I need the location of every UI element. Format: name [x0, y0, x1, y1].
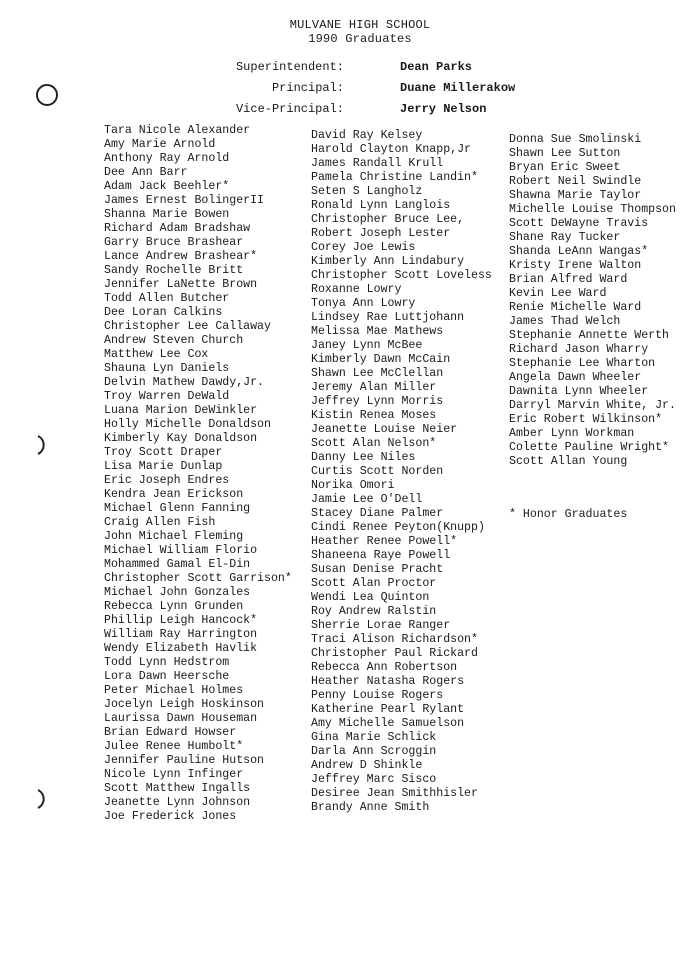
graduate-name: Angela Dawn Wheeler — [509, 371, 642, 384]
graduate-name: Garry Bruce Brashear — [104, 236, 244, 249]
graduate-name: Scott Alan Nelson* — [311, 437, 437, 450]
graduate-name: Donna Sue Smolinski — [509, 133, 642, 146]
graduates-column-1 — [104, 124, 292, 824]
graduate-name: Mohammed Gamal El-Din — [104, 558, 251, 571]
graduate-name: Adam Jack Beehler* — [104, 180, 230, 193]
graduate-name: Stephanie Lee Wharton — [509, 357, 656, 370]
graduate-name: Scott DeWayne Travis — [509, 217, 649, 230]
graduate-name: Kevin Lee Ward — [509, 287, 607, 300]
graduate-name: Phillip Leigh Hancock* — [104, 614, 258, 627]
graduate-name: Traci Alison Richardson* — [311, 633, 478, 646]
graduate-name: Desiree Jean Smithhisler — [311, 787, 478, 800]
graduate-name: James Thad Welch — [509, 315, 621, 328]
graduate-name: Pamela Christine Landin* — [311, 171, 478, 184]
graduate-name: Robert Neil Swindle — [509, 175, 642, 188]
admin-label: Vice-Principal: — [235, 102, 344, 116]
graduate-name: Troy Warren DeWald — [104, 390, 230, 403]
graduate-name: Jeanette Lynn Johnson — [104, 796, 251, 809]
graduate-name: Darryl Marvin White, Jr. — [509, 399, 676, 412]
graduate-name: Rebecca Lynn Grunden — [104, 600, 244, 613]
graduate-name: Christopher Lee Callaway — [104, 320, 271, 333]
graduate-name: Heather Natasha Rogers — [311, 675, 465, 688]
graduate-name: Roy Andrew Ralstin — [311, 605, 437, 618]
graduate-name: William Ray Harrington — [104, 628, 258, 641]
graduate-name: Penny Louise Rogers — [311, 689, 444, 702]
graduate-name: Matthew Lee Cox — [104, 348, 209, 361]
graduate-name: Scott Matthew Ingalls — [104, 782, 251, 795]
admin-row-principal — [0, 81, 700, 95]
graduate-name: Holly Michelle Donaldson — [104, 418, 271, 431]
graduate-name: Kimberly Kay Donaldson — [104, 432, 258, 445]
graduate-name: Delvin Mathew Dawdy,Jr. — [104, 376, 265, 389]
graduate-name: Anthony Ray Arnold — [104, 152, 230, 165]
graduate-name: Richard Jason Wharry — [509, 343, 649, 356]
graduate-name: Michael William Florio — [104, 544, 258, 557]
graduate-name: Shauna Lyn Daniels — [104, 362, 230, 375]
administration-block — [0, 60, 700, 120]
graduate-name: Susan Denise Pracht — [311, 563, 444, 576]
punch-hole-middle — [30, 432, 52, 458]
honor-graduates-note: * Honor Graduates — [509, 508, 628, 521]
graduate-name: John Michael Fleming — [104, 530, 244, 543]
graduate-name: Kristy Irene Walton — [509, 259, 642, 272]
graduate-name: Scott Alan Proctor — [311, 577, 437, 590]
graduate-name: Michael Glenn Fanning — [104, 502, 251, 515]
graduate-name: Cindi Renee Peyton(Knupp) — [311, 521, 485, 534]
graduate-name: Julee Renee Humbolt* — [104, 740, 244, 753]
graduate-name: Stacey Diane Palmer — [311, 507, 444, 520]
graduate-name: Sandy Rochelle Britt — [104, 264, 244, 277]
graduate-name: Brian Alfred Ward — [509, 273, 628, 286]
graduate-name: Lance Andrew Brashear* — [104, 250, 258, 263]
graduate-name: Christopher Scott Loveless — [311, 269, 492, 282]
graduate-name: Brandy Anne Smith — [311, 801, 430, 814]
graduate-name: Renie Michelle Ward — [509, 301, 642, 314]
graduate-name: Brian Edward Howser — [104, 726, 237, 739]
graduate-name: James Ernest BolingerII — [104, 194, 265, 207]
admin-name: Duane Millerakow — [400, 81, 516, 95]
graduate-name: Seten S Langholz — [311, 185, 423, 198]
graduate-name: Christopher Scott Garrison* — [104, 572, 292, 585]
graduate-name: Katherine Pearl Rylant — [311, 703, 465, 716]
graduate-name: Luana Marion DeWinkler — [104, 404, 258, 417]
graduate-name: Troy Scott Draper — [104, 446, 223, 459]
admin-name: Dean Parks — [400, 60, 473, 74]
graduate-name: Amy Marie Arnold — [104, 138, 216, 151]
graduate-name: Jamie Lee O'Dell — [311, 493, 423, 506]
graduate-name: Colette Pauline Wright* — [509, 441, 670, 454]
graduate-name: Heather Renee Powell* — [311, 535, 458, 548]
graduates-column-3 — [509, 133, 676, 469]
graduate-name: Tonya Ann Lowry — [311, 297, 416, 310]
punch-hole-bottom — [30, 786, 52, 812]
graduate-name: Eric Robert Wilkinson* — [509, 413, 663, 426]
graduate-name: Todd Allen Butcher — [104, 292, 230, 305]
graduate-name: Kimberly Dawn McCain — [311, 353, 451, 366]
graduate-name: James Randall Krull — [311, 157, 444, 170]
graduate-name: Richard Adam Bradshaw — [104, 222, 251, 235]
graduate-name: Melissa Mae Mathews — [311, 325, 444, 338]
graduate-name: Lisa Marie Dunlap — [104, 460, 223, 473]
graduate-name: Shawn Lee Sutton — [509, 147, 621, 160]
graduate-name: Todd Lynn Hedstrom — [104, 656, 230, 669]
graduate-name: Scott Allan Young — [509, 455, 628, 468]
graduate-name: Dee Loran Calkins — [104, 306, 223, 319]
graduate-name: Kendra Jean Erickson — [104, 488, 244, 501]
graduate-name: Ronald Lynn Langlois — [311, 199, 451, 212]
graduate-name: Andrew Steven Church — [104, 334, 244, 347]
graduate-name: Jennifer LaNette Brown — [104, 278, 258, 291]
graduate-name: Shanna Marie Bowen — [104, 208, 230, 221]
graduate-name: Curtis Scott Norden — [311, 465, 444, 478]
admin-row-superintendent — [0, 60, 700, 74]
graduate-name: Roxanne Lowry — [311, 283, 402, 296]
graduate-name: Laurissa Dawn Houseman — [104, 712, 258, 725]
graduate-name: Christopher Bruce Lee, — [311, 213, 465, 226]
graduate-name: Andrew D Shinkle — [311, 759, 423, 772]
graduate-name: Amber Lynn Workman — [509, 427, 635, 440]
graduate-name: Corey Joe Lewis — [311, 241, 416, 254]
class-year-title: 1990 Graduates — [308, 32, 412, 46]
graduate-name: Michelle Louise Thompson — [509, 203, 676, 216]
graduate-name: Norika Omori — [311, 479, 395, 492]
graduate-name: Gina Marie Schlick — [311, 731, 437, 744]
graduate-name: Jocelyn Leigh Hoskinson — [104, 698, 265, 711]
graduate-name: Nicole Lynn Infinger — [104, 768, 244, 781]
graduate-name: Stephanie Annette Werth — [509, 329, 670, 342]
graduate-name: Jeffrey Marc Sisco — [311, 773, 437, 786]
graduate-name: Dawnita Lynn Wheeler — [509, 385, 649, 398]
graduate-name: Darla Ann Scroggin — [311, 745, 437, 758]
graduate-name: Christopher Paul Rickard — [311, 647, 478, 660]
school-name: MULVANE HIGH SCHOOL — [289, 18, 431, 32]
graduate-name: Kimberly Ann Lindabury — [311, 255, 465, 268]
graduate-name: Bryan Eric Sweet — [509, 161, 621, 174]
admin-label: Superintendent: — [235, 60, 344, 74]
graduate-name: Wendi Lea Quinton — [311, 591, 430, 604]
graduate-name: Janey Lynn McBee — [311, 339, 423, 352]
graduate-name: Tara Nicole Alexander — [104, 124, 251, 137]
graduate-name: Shawn Lee McClellan — [311, 367, 444, 380]
graduate-name: Kistin Renea Moses — [311, 409, 437, 422]
admin-name: Jerry Nelson — [400, 102, 487, 116]
graduate-name: Shaneena Raye Powell — [311, 549, 451, 562]
graduate-name: Lora Dawn Heersche — [104, 670, 230, 683]
graduate-name: Harold Clayton Knapp,Jr — [311, 143, 472, 156]
graduate-name: Lindsey Rae Luttjohann — [311, 311, 465, 324]
graduate-name: Robert Joseph Lester — [311, 227, 451, 240]
graduate-name: Wendy Elizabeth Havlik — [104, 642, 258, 655]
graduate-name: Danny Lee Niles — [311, 451, 416, 464]
graduate-name: Joe Frederick Jones — [104, 810, 237, 823]
graduate-name: Peter Michael Holmes — [104, 684, 244, 697]
graduate-name: Shane Ray Tucker — [509, 231, 621, 244]
graduate-name: David Ray Kelsey — [311, 129, 423, 142]
graduate-name: Jeremy Alan Miller — [311, 381, 437, 394]
graduate-name: Eric Joseph Endres — [104, 474, 230, 487]
graduate-name: Rebecca Ann Robertson — [311, 661, 458, 674]
admin-label: Principal: — [271, 81, 344, 95]
graduate-name: Sherrie Lorae Ranger — [311, 619, 451, 632]
graduate-name: Dee Ann Barr — [104, 166, 188, 179]
admin-row-vice-principal — [0, 102, 700, 116]
graduates-column-2 — [311, 129, 492, 815]
graduate-name: Shawna Marie Taylor — [509, 189, 642, 202]
graduate-name: Jeffrey Lynn Morris — [311, 395, 444, 408]
graduate-name: Jeanette Louise Neier — [311, 423, 458, 436]
graduate-name: Amy Michelle Samuelson — [311, 717, 465, 730]
graduate-name: Michael John Gonzales — [104, 586, 251, 599]
graduate-name: Jennifer Pauline Hutson — [104, 754, 265, 767]
graduate-name: Shanda LeAnn Wangas* — [509, 245, 649, 258]
graduate-name: Craig Allen Fish — [104, 516, 216, 529]
